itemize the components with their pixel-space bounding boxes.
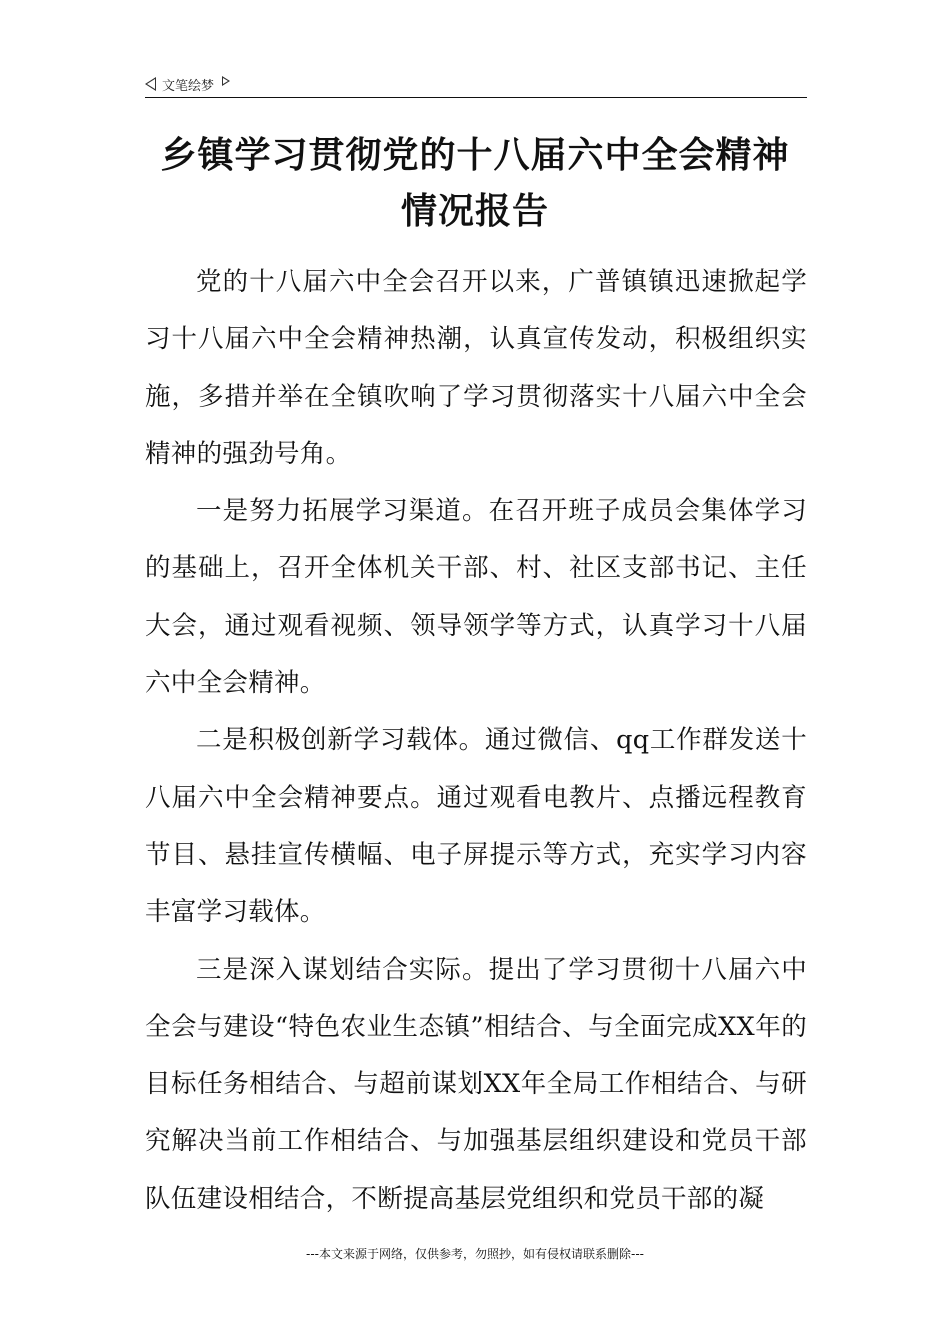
- document-body: [145, 254, 807, 1228]
- paragraph-point-2: 二是积极创新学习载体。通过微信、qq工作群发送十八届六中全会精神要点。通过观看电教片、点播远程教育节目、悬挂宣传横幅、电子屏提示等方式，充实学习内容丰富学习载体。: [145, 725, 807, 928]
- paragraph-point-1: 一是努力拓展学习渠道。在召开班子成员会集体学习的基础上，召开全体机关干部、村、社区支部书记、主任大会，通过观看视频、领导领学等方式，认真学习十八届六中全会精神。: [145, 496, 807, 699]
- triangle-left-icon: [145, 77, 156, 91]
- paragraph-point-3: 三是深入谋划结合实际。提出了学习贯彻十八届六中全会与建设“特色农业生态镇”相结合、与全面完成XX年的目标任务相结合、与超前谋划XX年全局工作相结合、与研究解决当前工作相结合、与加强基层组织建设和党员干部队伍建设相结合，不断提高基层党组织和党员干部的凝: [145, 954, 807, 1214]
- triangle-right-icon: [222, 76, 230, 86]
- footer-disclaimer: ---本文来源于网络，仅供参考，勿照抄，如有侵权请联系删除---: [306, 1247, 644, 1261]
- paragraph-intro: 党的十八届六中全会召开以来，广普镇镇迅速掀起学习十八届六中全会精神热潮，认真宣传发动，积极组织实施，多措并举在全镇吹响了学习贯彻落实十八届六中全会精神的强劲号角。: [145, 267, 807, 469]
- page-header: [145, 72, 230, 96]
- header-brand: 文笔绘梦: [162, 78, 215, 94]
- header-divider: [145, 97, 807, 98]
- document-title: [120, 128, 830, 240]
- title-line-1: 乡镇学习贯彻党的十八届六中全会精神: [160, 135, 790, 176]
- title-line-2: 情况报告: [400, 191, 549, 232]
